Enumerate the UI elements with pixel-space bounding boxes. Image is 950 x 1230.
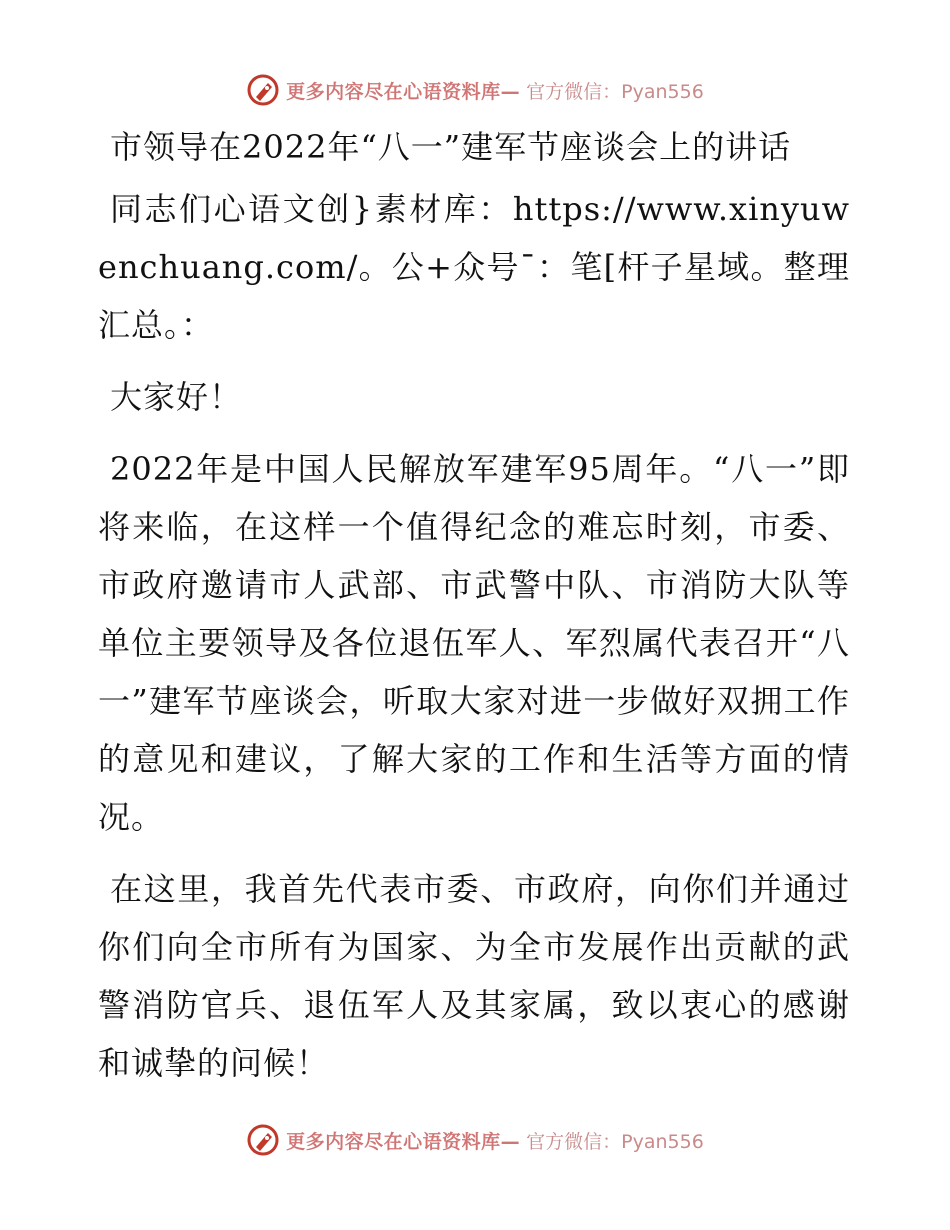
- footer-banner: [0, 1120, 950, 1160]
- paragraph: 在这里，我首先代表市委、市政府，向你们并通过你们向全市所有为国家、为全市发展作出贡献的武警消防官兵、退伍军人及其家属，致以衷心的感谢和诚挚的问候！: [98, 870, 850, 1082]
- document-body: [98, 118, 850, 1106]
- document-title: 市领导在2022年“八一”建军节座谈会上的讲话: [110, 128, 792, 166]
- paragraph: 大家好！: [110, 378, 243, 416]
- header-banner: [0, 70, 950, 110]
- banner-text: 更多内容尽在心语资料库—: [286, 1130, 521, 1153]
- banner-wechat: 官方微信：Pyan556: [526, 80, 704, 103]
- paragraph: 2022年是中国人民解放军建军95周年。“八一”即将来临，在这样一个值得纪念的难忘时刻，市委、市政府邀请市人武部、市武警中队、市消防大队等单位主要领导及各位退伍军人、军烈属代表召开“八一”建军节座谈会，听取大家对进一步做好双拥工作的意见和建议，了解大家的工作和生活等方面的情况。: [98, 450, 850, 836]
- paragraph: 同志们心语文创}素材库：https://www.xinyuwenchuang.com/。公+众号¯：笔[杆子星域。整理汇总。：: [98, 190, 850, 344]
- banner-wechat: 官方微信：Pyan556: [526, 1130, 704, 1153]
- pen-nib-logo-icon: [246, 1123, 280, 1157]
- pen-nib-logo-icon: [246, 73, 280, 107]
- banner-text: 更多内容尽在心语资料库—: [286, 80, 521, 103]
